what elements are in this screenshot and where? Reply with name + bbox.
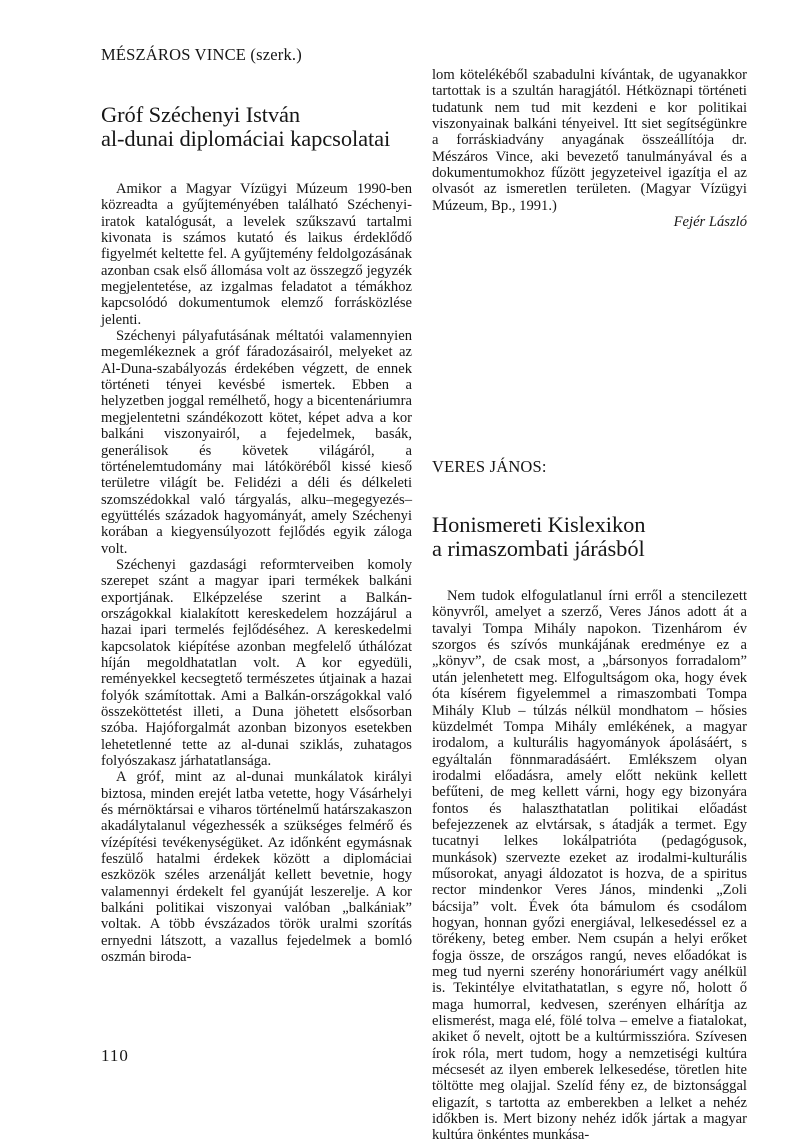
- left-review-title: [101, 103, 412, 151]
- paragraph: Széchenyi gazdasági reformterveiben komoly szerepet szánt a magyar ipari termékek balkáni exportjának. Elképzelése szerint a Balkán-országokkal kialakított kereskedelem hozzájárul a hazai ipari termelés fejlődéséhez. A kereskedelmi kapcsolatok kiépítése azonban megfelelő úthálózat híján megoldhatatlan volt. A kor egyedüli, reményekkel kecsegtető természetes útjainak a hazai folyók számítottak. Ami a Balkán-országokkal való összeköttetést illeti, a Duna jöhetett elsősorban szóba. Hajóforgalmát azonban bizonyos esetekben lehetetlenné tette az al-dunai sziklás, zuhatagos folyószakasz járhatatlansága.: [101, 556, 412, 770]
- right-column: [432, 40, 747, 1144]
- right-review-title-line1: Honismereti Kislexikon: [432, 512, 646, 538]
- right-review-body: [432, 588, 747, 1144]
- right-review-author: VERES JÁNOS:: [432, 457, 547, 477]
- right-review-title-line2: a rimaszombati járásból: [432, 536, 645, 562]
- reviewer-signature: Fejér László: [673, 214, 747, 231]
- continued-text: [432, 67, 747, 214]
- paragraph: lom kötelékéből szabadulni kívántak, de ugyanakkor tartottak is a szultán haragjától. Hétköznapi történeti tudatunk nem tud mit kezdeni e kor politikai viszonyainak balkáni tényeivel. Itt siet segítségünkre a forráskiadvány anyagának összeállítója dr. Mészáros Vince, aki bevezető tanulmányával és a dokumentumokhoz fűzött jegyzeteivel igazítja el az olvasót az ismeretlen területen. (Magyar Vízügyi Múzeum, Bp., 1991.): [432, 67, 747, 214]
- page-number: 110: [101, 1046, 129, 1065]
- paragraph: Amikor a Magyar Vízügyi Múzeum 1990-ben közreadta a gyűjteményében található Széchenyi-iratok katalógusát, a levelek szűkszavú tartalmi kivonata is számos kutató és laikus érdeklődő figyelmét keltette fel. A gyűjtemény feldolgozásának azonban csak első állomása volt az összegző jegyzék megjelentetése, az izgalmas feladatot a témákhoz kapcsolódó dokumentumok elemző forrásközlése jelenti.: [101, 181, 412, 328]
- left-review-author: MÉSZÁROS VINCE (szerk.): [101, 45, 302, 64]
- paragraph: A gróf, mint az al-dunai munkálatok királyi biztosa, minden erejét latba vetette, hogy Vásárhelyi és mérnöktársai e viharos történelmű határszakaszon akadálytalanul végezhessék a szükséges felmérő és vízépítési tevékenységüket. Az időnként egymásnak feszülő hatalmi érdekek között a diplomáciai eszközök széles arzenálját kellett bevetnie, hogy valamennyi érdekelt fel gyanúját leszerelje. A kor balkáni politikai viszonyai valóban „balkániak” voltak. A több évszázados török uralmi szorítás ernyedni látszott, a vazallus fejedelmek a bomló oszmán biroda-: [101, 769, 412, 966]
- paragraph: Nem tudok elfogulatlanul írni erről a stencilezett könyvről, amelyet a szerző, Veres János adott át a tavalyi Tompa Mihály napokon. Tizenhárom év szorgos és szívós munkájának eredménye ez a „könyv”, de csak most, a „bársonyos forradalom” után jelenhetett meg. Elfogultságom oka, hogy évek óta kísérem figyelemmel a rimaszombati Tompa Mihály Klub – túlzás nélkül mondhatom – hősies küzdelmét Tompa Mihály emlékének, a magyar irodalom, a kulturális hagyományok ápolásáért, s egyáltalán fönnmaradásáért. Emlékszem olyan irodalmi előadásra, amely előtt nekünk kellett befűteni, de meg kellett várni, hogy egy bizonyára fontos és halaszthatatlan politikai előadást befejezzenek az elvtársak, s átadják a termet. Egy tucatnyi lelkes lokálpatrióta (pedagógusok, munkások) szervezte ezeket az irodalmi-kulturális műsorokat, anyagi áldozatot is hozva, de a spiritus rector mindenkor Veres János, mindenki „Zoli bácsija” volt. Évek óta bámulom és csodálom hogyan, honnan győzi energiával, lelkesedéssel ez a törékeny, beteg ember. Nem csupán a helyi erőket fogja össze, de országos rangú, neves előadókat is meg tud nyerni szerény honoráriumért vagy anélkül is. Tekintélye elvitathatatlan, s egyre nő, holott ő maga humorral, kedvesen, szerényen elhárítja az elismerést, maga elé, fölé tolva – emelve a fiatalokat, akiket ő nevelt, ojtott be a kultúrmisszióra. Szívesen írok róla, mert tudom, hogy a nemzetiségi kultúra mécsesét az ilyen emberek lelkesedése, töretlen hite töltötte meg olajjal. Szelíd fény ez, de biztonsággal eligazít, s tartotta az emberekben a lelket a nehéz időkben is. Mert bizony nehéz idők jártak a magyar kultúra önkéntes munkása-: [432, 588, 747, 1144]
- left-review-title-line2: al-dunai diplomáciai kapcsolatai: [101, 126, 391, 151]
- left-review-body: [101, 181, 412, 966]
- paragraph: Széchenyi pályafutásának méltatói valamennyien megemlékeznek a gróf fáradozásairól, melyeket az Al-Duna-szabályozás érdekében végzett, de ennek történeti tényei kevésbé ismertek. Ebben a helyzetben joggal remélhető, hogy a bicentenáriumra megjelentetni szándékozott kötet, képet adva a kor balkáni viszonyairól, a fejedelmek, basák, generálisok és követek világáról, a történelemtudomány mai látóköréből kissé kieső területre világít be. Felidézi a déli és délkeleti szomszédokkal való tárgyalás, alku–megegyezés–együttélés századok hagyományát, amely Széchenyi korában a kiegyensúlyozott fejlődés egyik záloga volt.: [101, 328, 412, 557]
- right-review-title: [432, 513, 747, 561]
- left-column: [101, 36, 412, 966]
- left-review-title-line1: Gróf Széchenyi István: [101, 102, 301, 127]
